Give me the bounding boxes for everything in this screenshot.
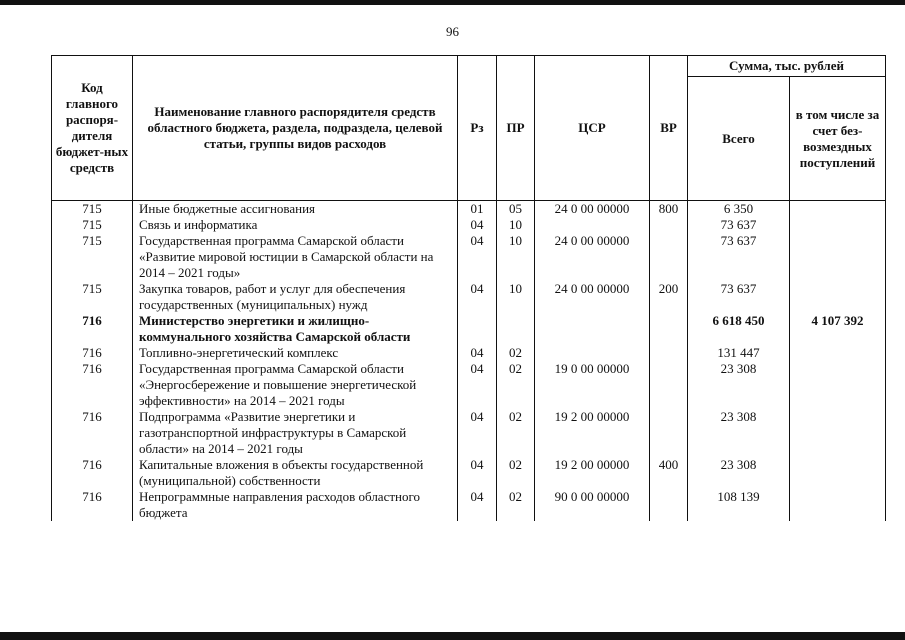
cell-rz: 04 — [458, 457, 497, 489]
cell-rz: 04 — [458, 409, 497, 457]
cell-pr: 02 — [497, 345, 535, 361]
cell-name: Государственная программа Самарской области «Развитие мировой юстиции в Самарской области на 2014 – 2021 годы» — [133, 233, 458, 281]
cell-total: 131 447 — [688, 345, 790, 361]
cell-total: 6 350 — [688, 201, 790, 218]
cell-vr: 400 — [650, 457, 688, 489]
cell-pr: 02 — [497, 489, 535, 521]
table-row — [52, 489, 886, 521]
cell-vr — [650, 345, 688, 361]
cell-csr: 24 0 00 00000 — [535, 201, 650, 218]
cell-csr: 19 0 00 00000 — [535, 361, 650, 409]
cell-code: 716 — [52, 313, 133, 345]
cell-name: Непрограммные направления расходов областного бюджета — [133, 489, 458, 521]
cell-pr: 02 — [497, 409, 535, 457]
cell-csr — [535, 345, 650, 361]
cell-name: Топливно-энергетический комплекс — [133, 345, 458, 361]
cell-vr — [650, 313, 688, 345]
cell-csr: 24 0 00 00000 — [535, 233, 650, 281]
cell-pr: 02 — [497, 361, 535, 409]
cell-vr — [650, 489, 688, 521]
cell-pr: 10 — [497, 217, 535, 233]
cell-pr: 05 — [497, 201, 535, 218]
cell-rz: 04 — [458, 281, 497, 313]
scan-border-bottom — [0, 632, 905, 640]
cell-vr — [650, 233, 688, 281]
cell-grants — [790, 489, 886, 521]
cell-csr: 19 2 00 00000 — [535, 457, 650, 489]
cell-name: Министерство энергетики и жилищно-коммунального хозяйства Самарской области — [133, 313, 458, 345]
cell-name: Капитальные вложения в объекты государственной (муниципальной) собственности — [133, 457, 458, 489]
cell-name: Закупка товаров, работ и услуг для обеспечения государственных (муниципальных) нужд — [133, 281, 458, 313]
cell-grants — [790, 201, 886, 218]
cell-rz — [458, 313, 497, 345]
header-code: Код главного распоря-дителя бюджет-ных средств — [52, 56, 133, 201]
cell-code: 716 — [52, 361, 133, 409]
cell-total: 23 308 — [688, 409, 790, 457]
header-vr: ВР — [650, 56, 688, 201]
cell-total: 73 637 — [688, 233, 790, 281]
cell-total: 23 308 — [688, 457, 790, 489]
cell-code: 716 — [52, 409, 133, 457]
header-rz: Рз — [458, 56, 497, 201]
page-number: 96 — [446, 24, 459, 39]
cell-grants — [790, 217, 886, 233]
cell-pr: 02 — [497, 457, 535, 489]
header-total: Всего — [688, 77, 790, 201]
cell-rz: 04 — [458, 361, 497, 409]
header-name: Наименование главного распорядителя средств областного бюджета, раздела, подраздела, целевой статьи, группы видов расходов — [133, 56, 458, 201]
cell-code: 716 — [52, 457, 133, 489]
header-grants: в том числе за счет без-возмездных поступлений — [790, 77, 886, 201]
header-csr: ЦСР — [535, 56, 650, 201]
cell-name: Иные бюджетные ассигнования — [133, 201, 458, 218]
cell-total: 108 139 — [688, 489, 790, 521]
cell-name: Подпрограмма «Развитие энергетики и газотранспортной инфраструктуры в Самарской области» на 2014 – 2021 годы — [133, 409, 458, 457]
scan-border-top — [0, 0, 905, 5]
cell-csr: 90 0 00 00000 — [535, 489, 650, 521]
table-row — [52, 201, 886, 218]
table-row — [52, 409, 886, 457]
budget-table — [51, 55, 886, 521]
cell-pr: 10 — [497, 281, 535, 313]
cell-vr — [650, 361, 688, 409]
table-row — [52, 217, 886, 233]
cell-rz: 04 — [458, 489, 497, 521]
cell-pr — [497, 313, 535, 345]
cell-pr: 10 — [497, 233, 535, 281]
cell-total: 6 618 450 — [688, 313, 790, 345]
cell-rz: 04 — [458, 233, 497, 281]
cell-vr: 800 — [650, 201, 688, 218]
cell-name: Связь и информатика — [133, 217, 458, 233]
cell-total: 23 308 — [688, 361, 790, 409]
cell-code: 715 — [52, 281, 133, 313]
table-row — [52, 345, 886, 361]
table-row — [52, 233, 886, 281]
cell-csr — [535, 313, 650, 345]
cell-code: 715 — [52, 201, 133, 218]
cell-vr — [650, 409, 688, 457]
cell-grants — [790, 361, 886, 409]
cell-rz: 04 — [458, 345, 497, 361]
cell-name: Государственная программа Самарской области «Энергосбережение и повышение энергетической эффективности» на 2014 – 2021 годы — [133, 361, 458, 409]
cell-code: 715 — [52, 233, 133, 281]
cell-grants — [790, 281, 886, 313]
header-pr: ПР — [497, 56, 535, 201]
cell-grants — [790, 345, 886, 361]
table-row — [52, 313, 886, 345]
cell-grants — [790, 409, 886, 457]
cell-csr: 24 0 00 00000 — [535, 281, 650, 313]
cell-rz: 01 — [458, 201, 497, 218]
table-row — [52, 361, 886, 409]
cell-grants — [790, 457, 886, 489]
cell-code: 715 — [52, 217, 133, 233]
cell-grants — [790, 233, 886, 281]
cell-code: 716 — [52, 345, 133, 361]
cell-total: 73 637 — [688, 217, 790, 233]
cell-grants: 4 107 392 — [790, 313, 886, 345]
cell-vr: 200 — [650, 281, 688, 313]
cell-total: 73 637 — [688, 281, 790, 313]
cell-code: 716 — [52, 489, 133, 521]
header-sum: Сумма, тыс. рублей — [688, 56, 886, 77]
cell-vr — [650, 217, 688, 233]
cell-csr — [535, 217, 650, 233]
cell-csr: 19 2 00 00000 — [535, 409, 650, 457]
cell-rz: 04 — [458, 217, 497, 233]
table-row — [52, 281, 886, 313]
table-row — [52, 457, 886, 489]
